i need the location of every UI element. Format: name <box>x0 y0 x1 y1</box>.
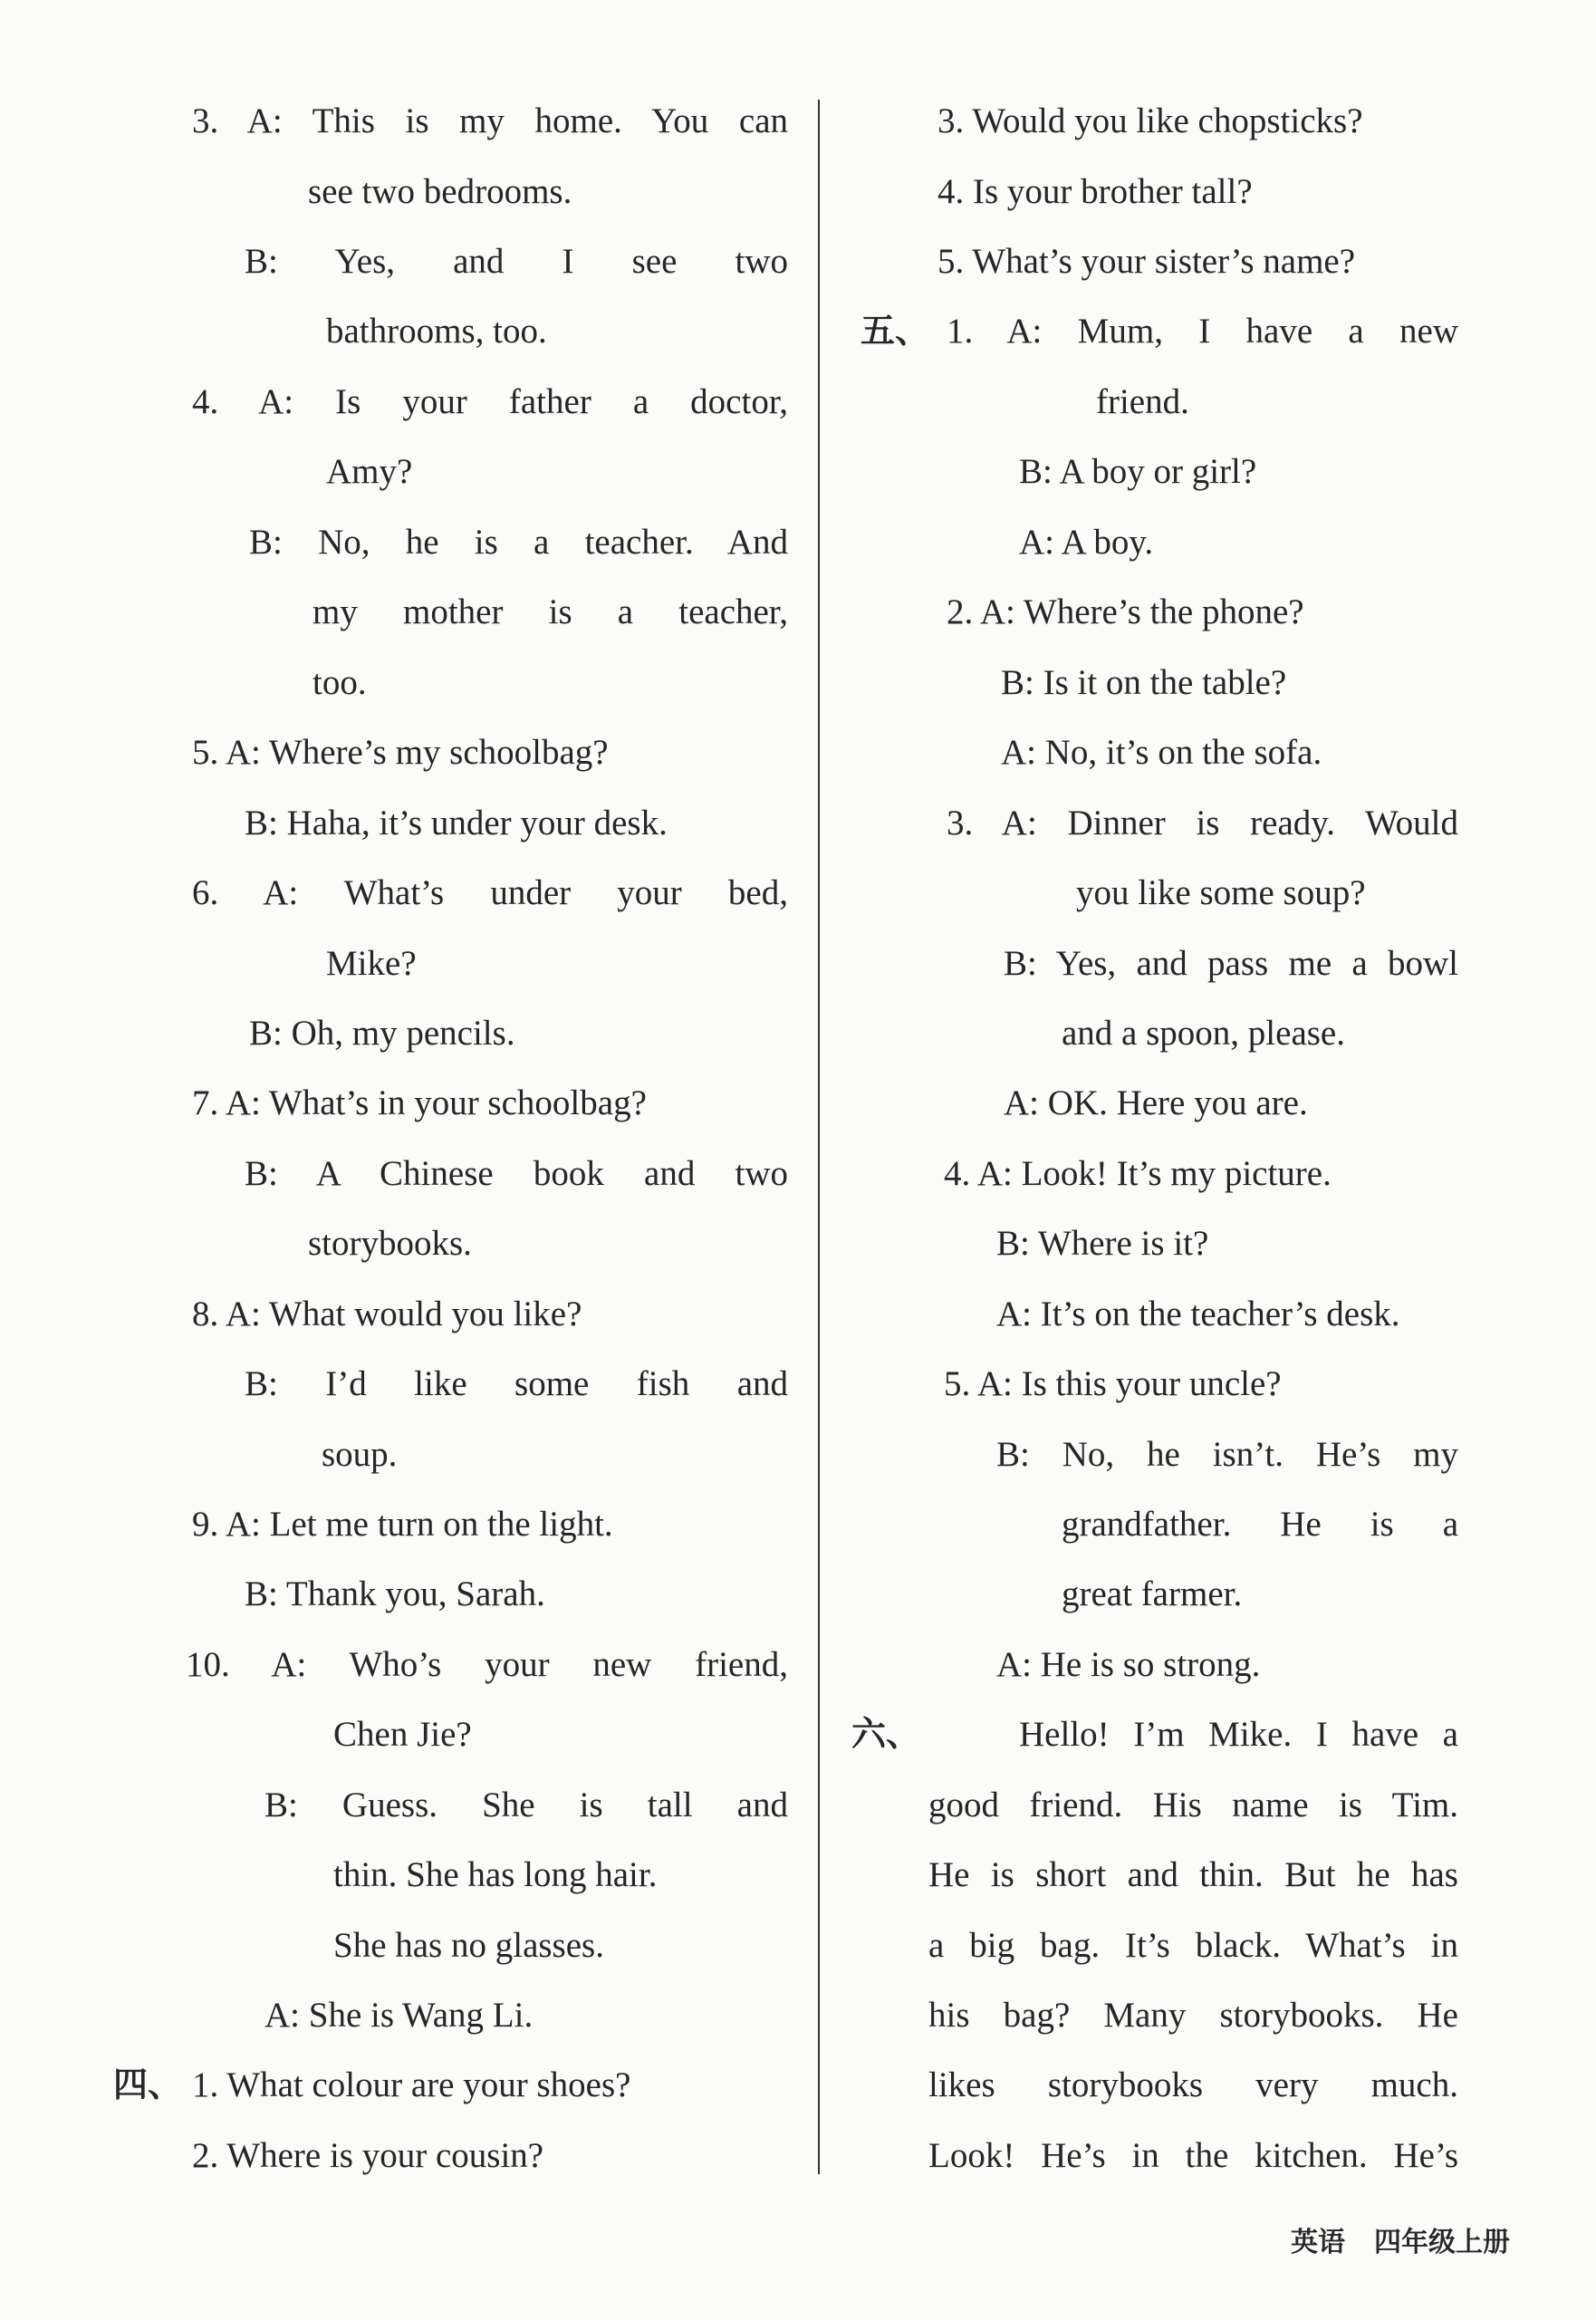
s5-q3-a-reply: A: OK. Here you are. <box>1004 1083 1308 1122</box>
s6-passage-line-5: his bag? Many storybooks. He <box>928 1996 1458 2035</box>
q4-b-cont2: too. <box>312 663 367 702</box>
q4-b-line: B: No, he is a teacher. And <box>249 523 788 562</box>
s5-q4-a-line: 4. A: Look! It’s my picture. <box>944 1154 1332 1193</box>
q3-a-cont: see two bedrooms. <box>308 172 572 211</box>
s5-q1-a-cont: friend. <box>1096 382 1189 421</box>
q5-b-line: B: Haha, it’s under your desk. <box>245 804 668 842</box>
section-four-label: 四、 <box>113 2065 183 2104</box>
s5-q2-a-line: 2. A: Where’s the phone? <box>947 592 1304 631</box>
q10-b-cont2: She has no glasses. <box>333 1926 604 1965</box>
s4-q3-line: 3. Would you like chopsticks? <box>937 101 1363 140</box>
s5-q3-b-line: B: Yes, and pass me a bowl <box>1004 944 1458 983</box>
s5-q5-b-line: B: No, he isn’t. He’s my <box>996 1435 1458 1474</box>
s5-q5-a-reply: A: He is so strong. <box>996 1645 1261 1684</box>
s5-q2-a-reply: A: No, it’s on the sofa. <box>1001 733 1322 772</box>
s5-q4-b-line: B: Where is it? <box>996 1224 1209 1263</box>
q8-b-cont: soup. <box>322 1435 398 1474</box>
q3-a-line: 3. A: This is my home. You can <box>192 101 788 140</box>
s6-passage-line-2: good friend. His name is Tim. <box>928 1786 1458 1824</box>
s4-q5-line: 5. What’s your sister’s name? <box>937 242 1356 281</box>
section-six-label: 六、 <box>851 1714 921 1754</box>
q8-b-line: B: I’d like some fish and <box>245 1364 788 1403</box>
s5-q1-a-line: 1. A: Mum, I have a new <box>947 312 1458 351</box>
s5-q3-a-cont: you like some soup? <box>1076 873 1366 912</box>
q6-b-line: B: Oh, my pencils. <box>249 1014 515 1053</box>
column-divider <box>818 100 820 2174</box>
s6-passage-line-1: Hello! I’m Mike. I have a <box>1019 1715 1458 1754</box>
s5-q2-b-line: B: Is it on the table? <box>1001 663 1287 702</box>
page-footer <box>1291 2219 1510 2259</box>
s5-q3-a-line: 3. A: Dinner is ready. Would <box>947 804 1458 842</box>
section-five-label: 五、 <box>860 311 930 351</box>
q4-a-cont: Amy? <box>326 452 413 491</box>
s5-q5-b-cont2: great farmer. <box>1062 1574 1243 1613</box>
s4-q2-line: 2. Where is your cousin? <box>192 2136 544 2175</box>
q5-a-line: 5. A: Where’s my schoolbag? <box>192 733 609 772</box>
footer-grade: 四年级上册 <box>1374 2227 1510 2258</box>
s6-passage-line-7: Look! He’s in the kitchen. He’s <box>928 2136 1458 2175</box>
q4-b-cont: my mother is a teacher, <box>312 592 788 631</box>
q6-a-cont: Mike? <box>326 944 417 983</box>
q4-a-line: 4. A: Is your father a doctor, <box>192 382 788 421</box>
s5-q5-a-line: 5. A: Is this your uncle? <box>944 1364 1282 1403</box>
q7-b-line: B: A Chinese book and two <box>245 1154 788 1193</box>
footer-subject: 英语 <box>1291 2227 1345 2258</box>
q10-a-cont: Chen Jie? <box>333 1715 472 1754</box>
s5-q3-b-cont: and a spoon, please. <box>1062 1014 1345 1053</box>
s4-q4-line: 4. Is your brother tall? <box>937 172 1253 211</box>
q7-b-cont: storybooks. <box>308 1224 472 1263</box>
q9-b-line: B: Thank you, Sarah. <box>245 1574 545 1613</box>
s5-q1-b-line: B: A boy or girl? <box>1019 452 1257 491</box>
q10-b-line: B: Guess. She is tall and <box>264 1786 788 1824</box>
s6-passage-line-3: He is short and thin. But he has <box>928 1855 1458 1894</box>
q9-a-line: 9. A: Let me turn on the light. <box>192 1505 613 1544</box>
q10-a-reply: A: She is Wang Li. <box>264 1996 534 2035</box>
q10-a-line: 10. A: Who’s your new friend, <box>186 1645 788 1684</box>
q3-b-cont: bathrooms, too. <box>326 312 547 351</box>
q7-a-line: 7. A: What’s in your schoolbag? <box>192 1083 647 1122</box>
q10-b-cont: thin. She has long hair. <box>333 1855 658 1894</box>
q3-b-line: B: Yes, and I see two <box>245 242 788 281</box>
s6-passage-line-4: a big bag. It’s black. What’s in <box>928 1926 1458 1965</box>
s4-q1-line: 1. What colour are your shoes? <box>192 2065 631 2104</box>
s5-q1-a-reply: A: A boy. <box>1019 523 1154 562</box>
q8-a-line: 8. A: What would you like? <box>192 1295 582 1333</box>
s6-passage-line-6: likes storybooks very much. <box>928 2065 1458 2104</box>
q6-a-line: 6. A: What’s under your bed, <box>192 873 788 912</box>
s5-q4-a-reply: A: It’s on the teacher’s desk. <box>996 1295 1400 1333</box>
s5-q5-b-cont: grandfather. He is a <box>1062 1505 1458 1544</box>
